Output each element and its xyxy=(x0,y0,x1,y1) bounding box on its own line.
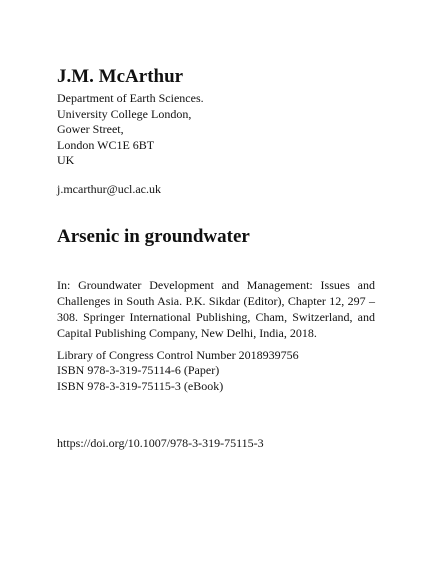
isbn-ebook-line: ISBN 978-3-319-75115-3 (eBook) xyxy=(57,378,224,393)
identifier-list xyxy=(57,348,375,395)
title-page xyxy=(57,66,375,451)
affiliation-line: London WC1E 6BT xyxy=(57,137,155,152)
lccn-line: Library of Congress Control Number 2018939756 xyxy=(57,347,299,362)
author-email: j.mcarthur@ucl.ac.uk xyxy=(57,181,162,196)
isbn-paper-line: ISBN 978-3-319-75114-6 (Paper) xyxy=(57,363,220,378)
affiliation-line: Gower Street, xyxy=(57,122,124,137)
author-name: J.M. McArthur xyxy=(57,66,184,87)
citation-paragraph: In: Groundwater Development and Management: Issues and Challenges in South Asia. P.K. Sikdar (Editor), Chapter 12, 297 – 308. Springer International Publishing, Cham, Switzerland, and Capital Publishing Company, New Delhi, India, 2018. xyxy=(57,277,375,340)
affiliation-line: Department of Earth Sciences. xyxy=(57,91,204,105)
doi-link[interactable]: https://doi.org/10.1007/978-3-319-75115-3 xyxy=(57,436,264,451)
author-affiliation xyxy=(57,91,375,169)
affiliation-line: UK xyxy=(57,153,75,168)
affiliation-line: University College London, xyxy=(57,106,192,121)
chapter-title: Arsenic in groundwater xyxy=(57,225,250,247)
